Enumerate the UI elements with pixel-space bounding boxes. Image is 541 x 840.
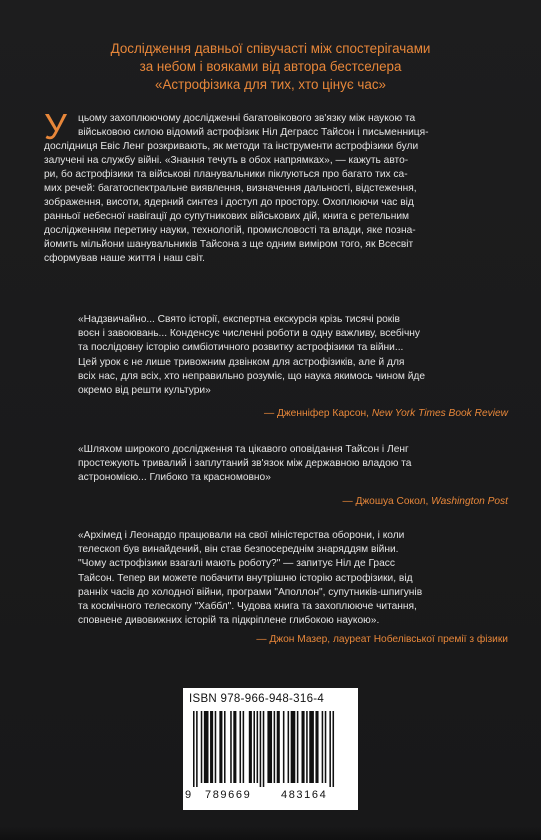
tagline-line-2: за небом і вояками від автора бестселера (139, 59, 402, 74)
isbn-number: ISBN 978-966-948-316-4 (189, 693, 325, 705)
barcode-digits-right: 483164 (281, 789, 328, 801)
barcode-bar (274, 711, 276, 783)
quote-author: — Дженніфер Карсон, (263, 408, 372, 420)
quote-author: — Джошуа Сокол, (342, 495, 432, 507)
barcode-bar (219, 711, 222, 783)
barcode-bar (288, 711, 290, 783)
barcode-bar (249, 711, 252, 783)
barcode-bar (267, 711, 272, 783)
description-line: йомить мільйони шанувальників Тайсона з ще одним виміром того, як Всесвіт (44, 239, 414, 250)
description-line: військовою силою відомий астрофізик Ніл Деграсс Тайсон і письменниця- (78, 127, 429, 138)
description-line: ри, бо астрофізики та військові планувальники піклуються про багато тих са- (44, 169, 408, 180)
description-line: ранньої небесної навігації до супутникових військових дій, книга є ретельним (44, 211, 410, 222)
barcode-bar (257, 711, 259, 783)
quote-line: "Чому астрофізики взагалі мають роботу?" — запитує Ніл де Грасс (78, 558, 395, 570)
cover-tagline (40, 40, 501, 94)
quote-line: та космічного телескопу "Хаббл". Чудова книга та захоплююче читання, (78, 601, 417, 613)
quote-line: Цей урок є не лише тривожним дзвінком для астрофізиків, але й для (78, 356, 405, 368)
bottom-shadow (0, 826, 541, 840)
drop-cap: У (44, 106, 67, 147)
barcode-bar (201, 711, 203, 783)
quote-line: Тайсон. Тепер ви можете побачити внутрішню історію астрофізики, від (78, 572, 413, 584)
description-line: дослідниця Евіс Ленг розкривають, як методи та інструменти астрофізики були (44, 141, 419, 152)
barcode-bar (260, 711, 262, 787)
barcode-digits-left: 789669 (205, 789, 252, 801)
quote-line: астрономією... Глибоко та красномовно» (78, 472, 271, 484)
description-line: зображення, висоти, ядерний синтез і доступ до простору. Охоплюючи час від (44, 197, 414, 208)
barcode-bar (306, 711, 308, 783)
quote-attribution (78, 407, 508, 421)
barcode-bar (322, 711, 324, 783)
quote-source: Washington Post (431, 495, 508, 507)
barcode-bar (283, 711, 285, 783)
barcode-bar (233, 711, 236, 783)
barcode-bar (253, 711, 255, 783)
quote-source: New York Times Book Review (371, 408, 508, 420)
quote-line: простежують тривалий і заплутаний зв'язок між державною владою та (78, 458, 412, 470)
quote-line: воєн і завоювань... Конденсує численні роботи в одну важливу, всебічну (78, 328, 420, 340)
tagline-line-3: «Астрофізика для тих, хто цінує час» (155, 77, 386, 92)
barcode-bar (263, 711, 265, 787)
barcode-bar (329, 711, 331, 787)
quote-attribution (78, 495, 508, 509)
description-line: залучені на службу війні. «Знання течуть в обох напрямках», — кажуть авто- (44, 155, 409, 166)
quote-line: сповнене дивовижних історій та підкріплене глибокою наукою». (78, 615, 380, 627)
quote-line: «Надзвичайно... Свято історії, експертна екскурсія крізь тисячі років (78, 314, 400, 325)
barcode-bar (210, 711, 213, 783)
barcode-bar (291, 711, 296, 783)
barcode-bar (277, 711, 280, 783)
barcode-bar (230, 711, 232, 783)
quote-line: «Архімед і Леонардо працювали на свої міністерства оборони, і коли (78, 530, 405, 541)
barcode-bar (309, 711, 314, 783)
barcode-bar (215, 711, 217, 783)
barcode-bar (243, 711, 245, 783)
quote-author: — Джон Мазер, лауреат Нобелівської премії з фізики (256, 634, 508, 646)
barcode-bar (325, 711, 327, 783)
barcode-bar (196, 711, 198, 787)
quote-line: всіх нас, для всіх, хто неправильно розуміє, що наука якимось чином йде (78, 370, 425, 382)
barcode-bar (224, 711, 226, 783)
quote-line: «Шляхом широкого дослідження та цікавого оповідання Тайсон і Ленг (78, 444, 409, 455)
review-quote-carson (78, 313, 508, 421)
book-description (44, 106, 508, 266)
review-quote-mather (78, 529, 508, 648)
barcode-bar (302, 711, 305, 783)
barcode-bar (315, 711, 318, 783)
barcode-bar (297, 711, 299, 783)
quote-attribution (78, 633, 508, 647)
barcode-bar (240, 711, 242, 783)
description-line: сформував наше життя і наш світ. (44, 253, 205, 264)
barcode-bar (193, 711, 195, 787)
description-line: мих речей: багатоспектральне виявлення, визначення дальності, відстеження, (44, 183, 417, 194)
description-line: дослідженням перетину науки, технологій, промисловості та влади, яке позна- (44, 225, 416, 236)
review-quote-sokol (78, 443, 508, 509)
quote-line: окремо від решти культури» (78, 385, 211, 397)
barcode-digit-first: 9 (185, 789, 193, 801)
tagline-line-1: Дослідження давньої співучасті між спостерігачами (110, 41, 431, 56)
quote-line: ранніх часів до холодної війни, програми "Аполлон", супутників-шпигунів (78, 586, 423, 598)
isbn-barcode (183, 688, 358, 810)
quote-line: та послідовну історію симбіотичного розвитку астрофізики та війни... (78, 342, 404, 354)
barcode-bar (204, 711, 209, 783)
barcode-bar (333, 711, 335, 787)
quote-line: телескоп був винайдений, він став безпосереднім знаряддям війни. (78, 544, 399, 556)
barcode-bars (193, 711, 349, 787)
description-line: цьому захоплюючому дослідженні багатовікового зв'язку між наукою та (78, 113, 416, 124)
